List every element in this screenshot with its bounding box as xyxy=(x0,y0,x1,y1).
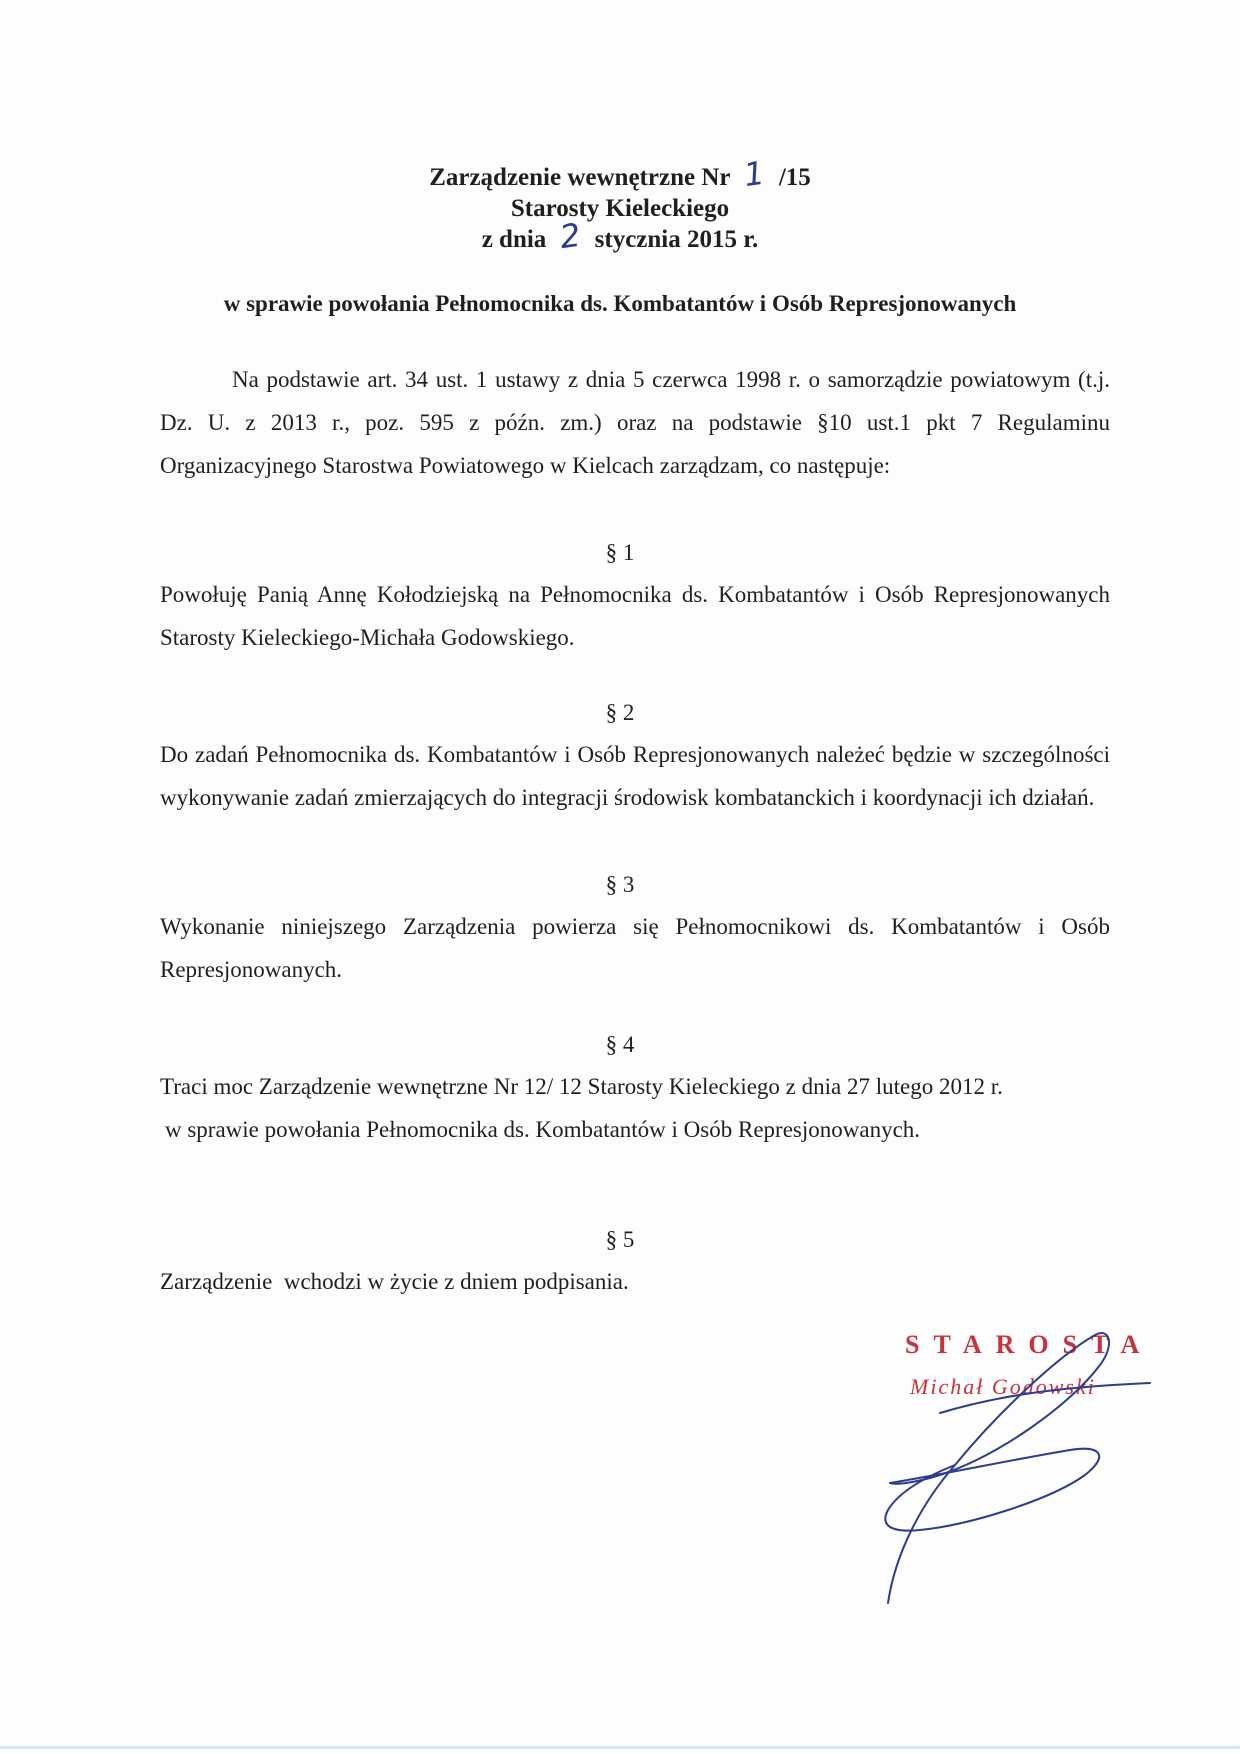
document-header xyxy=(0,153,1240,257)
decree-title: Zarządzenie wewnętrzne Nr xyxy=(429,164,731,191)
handwritten-day: 2 xyxy=(557,215,584,257)
header-line-2: Starosty Kieleckiego xyxy=(510,195,730,222)
stamp-title: STAROSTA xyxy=(905,1330,1154,1359)
handwritten-decree-number: 1 xyxy=(741,153,768,195)
header-line-1 xyxy=(0,153,1240,195)
header-line-3 xyxy=(0,215,1240,257)
preamble-paragraph: Na podstawie art. 34 ust. 1 ustawy z dnia 5 czerwca 1998 r. o samorządzie powiatowym (t.j. Dz. U. z 2013 r., poz. 595 z późn. zm.) oraz na podstawie §10 ust.1 pkt 7 Regulaminu Organizacyjnego Starostwa Powiatowego w Kielcach zarządzam, co następuje: xyxy=(160,367,1110,478)
decree-year-suffix: /15 xyxy=(778,164,811,191)
decree-subject: w sprawie powołania Pełnomocnika ds. Kombatantów i Osób Represjonowanych xyxy=(223,291,1017,316)
section-1-text: Powołuję Panią Annę Kołodziejską na Pełnomocnika ds. Kombatantów i Osób Represjonowanych Starosty Kieleckiego-Michała Godowskiego. xyxy=(160,582,1110,650)
stamp-name: Michał Godowski xyxy=(910,1374,1096,1399)
date-suffix: stycznia 2015 r. xyxy=(594,226,759,253)
section-sign-3: § 3 xyxy=(605,872,635,897)
section-sign-2: § 2 xyxy=(605,700,635,725)
scan-edge-line xyxy=(0,1746,1240,1749)
section-3-text: Wykonanie niniejszego Zarządzenia powierza się Pełnomocnikowi ds. Kombatantów i Osób Represjonowanych. xyxy=(160,914,1110,982)
date-prefix: z dnia xyxy=(481,226,547,253)
section-2-text: Do zadań Pełnomocnika ds. Kombatantów i Osób Represjonowanych należeć będzie w szczególności wykonywanie zadań zmierzających do integracji środowisk kombatanckich i koordynacji ich działań. xyxy=(160,742,1110,810)
section-4-text-line-2: w sprawie powołania Pełnomocnika ds. Kombatantów i Osób Represjonowanych. xyxy=(165,1117,921,1142)
handwritten-signature xyxy=(860,1325,1180,1615)
section-4-text-line-1: Traci moc Zarządzenie wewnętrzne Nr 12/ 12 Starosty Kieleckiego z dnia 27 lutego 2012 r. xyxy=(160,1074,1003,1099)
section-sign-1: § 1 xyxy=(605,540,635,565)
section-sign-5: § 5 xyxy=(605,1227,635,1252)
section-sign-4: § 4 xyxy=(605,1032,635,1057)
section-5-text: Zarządzenie wchodzi w życie z dniem podpisania. xyxy=(160,1269,629,1294)
